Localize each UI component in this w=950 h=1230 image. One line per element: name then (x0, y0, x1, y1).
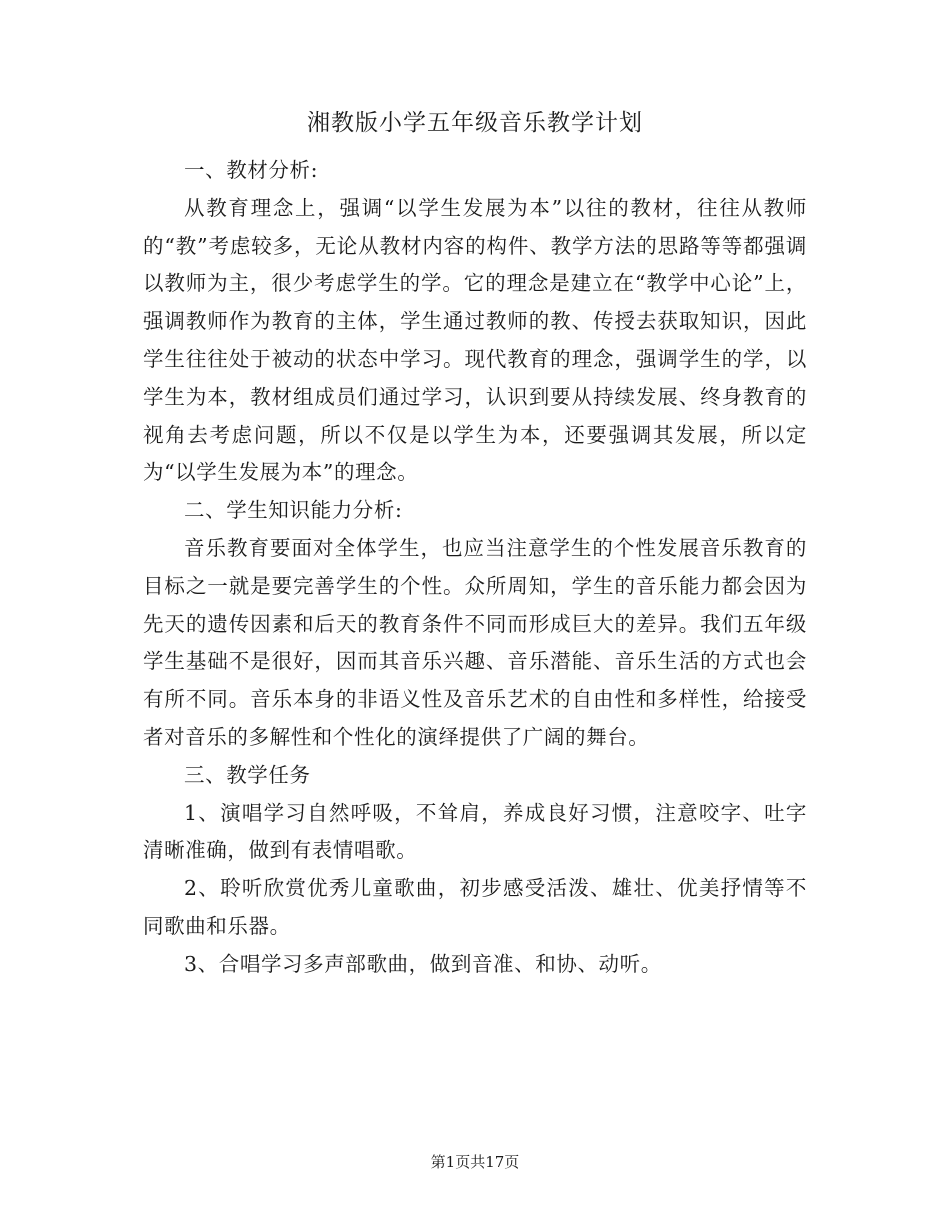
section-heading-teaching-tasks: 三、教学任务 (184, 762, 311, 787)
paragraph-student-ability: 音乐教育要面对全体学生，也应当注意学生的个性发展音乐教育的目标之一就是要完善学生的个性。众所周知，学生的音乐能力都会因为先天的遗传因素和后天的教育条件不同而形成巨大的差异。我们五年级学生基础不是很好，因而其音乐兴趣、音乐潜能、音乐生活的方式也会有所不同。音乐本身的非语义性及音乐艺术的自由性和多样性，给接受者对音乐的多解性和个性化的演绎提供了广阔的舞台。 (143, 535, 807, 749)
section-heading-textbook-analysis: 一、教材分析: (184, 158, 319, 182)
task-item-2: 2、聆听欣赏优秀儿童歌曲，初步感受活泼、雄壮、优美抒情等不同歌曲和乐器。 (143, 876, 807, 938)
task-item-1: 1、演唱学习自然呼吸，不耸肩，养成良好习惯，注意咬字、吐字清晰准确，做到有表情唱歌。 (143, 800, 807, 863)
document-body (143, 152, 807, 984)
document-title: 湘教版小学五年级音乐教学计划 (307, 110, 643, 136)
task-item-3: 3、合唱学习多声部歌曲，做到音准、和协、动听。 (184, 951, 662, 976)
section-heading-student-ability: 二、学生知识能力分析: (184, 498, 403, 523)
page-number-footer: 第1页共17页 (430, 1153, 520, 1171)
paragraph-textbook-analysis: 从教育理念上，强调“以学生发展为本”以往的教材，往往从教师的“教”考虑较多，无论从教材内容的构件、教学方法的思路等等都强调以教师为主，很少考虑学生的学。它的理念是建立在“教学中心论”上，强调教师作为教育的主体，学生通过教师的教、传授去获取知识，因此学生往往处于被动的状态中学习。现代教育的理念，强调学生的学，以学生为本，教材组成员们通过学习，认识到要从持续发展、终身教育的视角去考虑问题，所以不仅是以学生为本，还要强调其发展，所以定为“以学生发展为本”的理念。 (143, 195, 807, 485)
